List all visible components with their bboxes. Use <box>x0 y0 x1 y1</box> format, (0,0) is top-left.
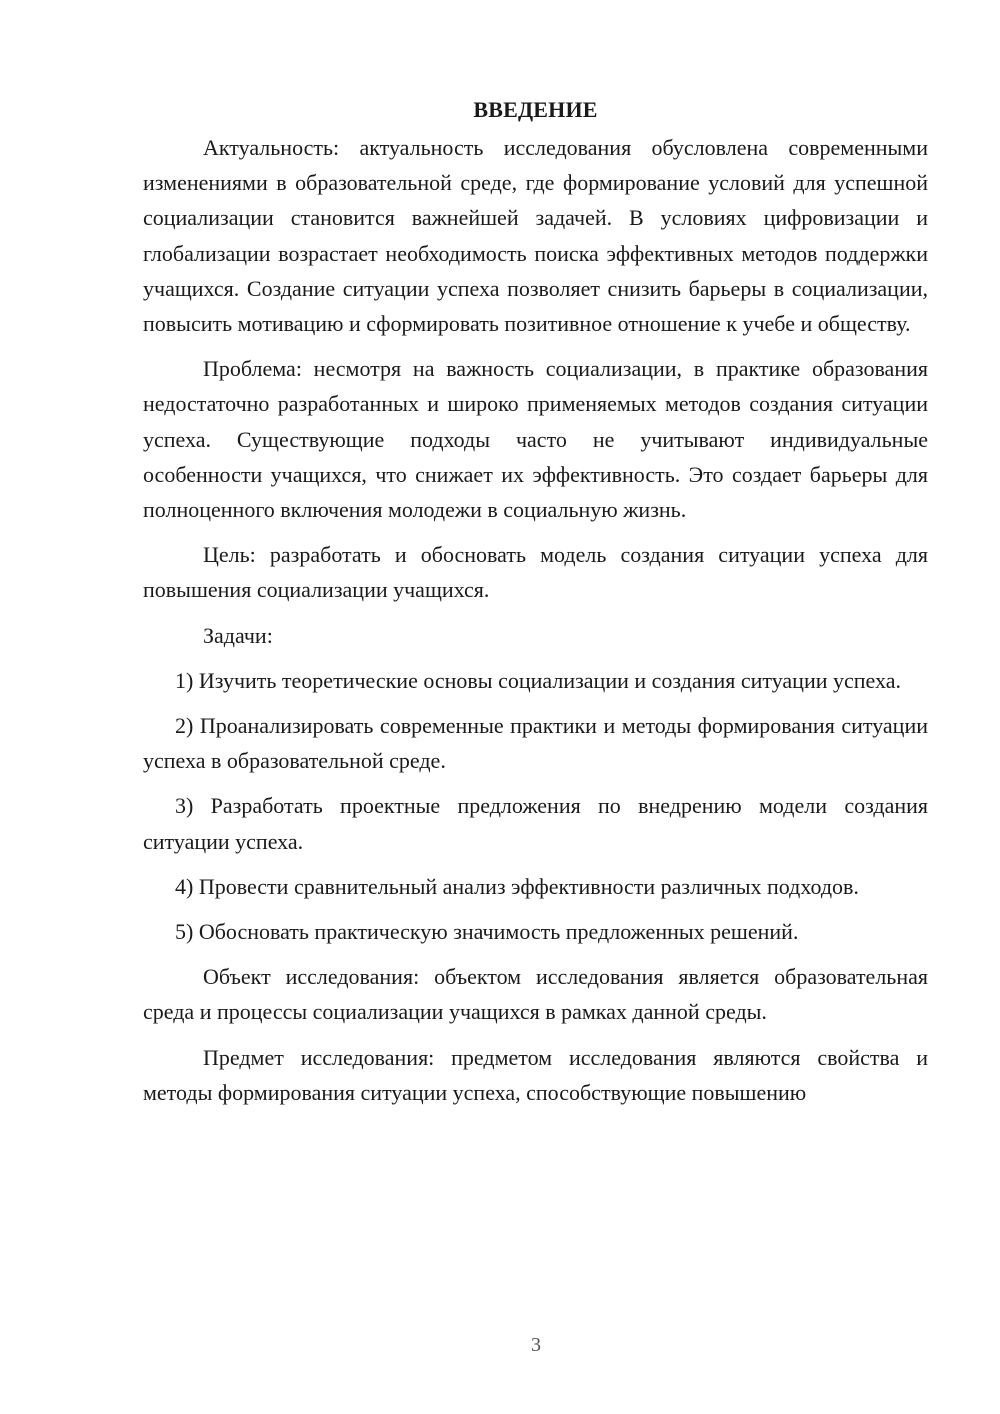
task-item-2: 2) Проанализировать современные практики и методы формирования ситуации успеха в образовательной среде. <box>143 713 928 774</box>
task-item-5: 5) Обосновать практическую значимость предложенных решений. <box>175 919 799 945</box>
paragraph-relevance: Актуальность: актуальность исследования обусловлена современными изменениями в образовательной среде, где формирование условий для успешной социализации становится важнейшей задачей. В условиях цифровизации и глобализации возрастает необходимость поиска эффективных методов поддержки учащихся. Создание ситуации успеха позволяет снизить барьеры в социализации, повысить мотивацию и сформировать позитивное отношение к учебе и обществу. <box>143 135 928 337</box>
paragraph-goal: Цель: разработать и обосновать модель создания ситуации успеха для повышения социализации учащихся. <box>143 542 928 603</box>
task-item-3: 3) Разработать проектные предложения по внедрению модели создания ситуации успеха. <box>143 793 928 854</box>
paragraph-problem: Проблема: несмотря на важность социализации, в практике образования недостаточно разработанных и широко применяемых методов создания ситуации успеха. Существующие подходы часто не учитывают индивидуальные особенности учащихся, что снижает их эффективность. Это создает барьеры для полноценного включения молодежи в социальную жизнь. <box>143 356 928 523</box>
document-page <box>143 92 928 1110</box>
task-item-1: 1) Изучить теоретические основы социализации и создания ситуации успеха. <box>175 667 901 693</box>
task-item-4: 4) Провести сравнительный анализ эффективности различных подходов. <box>175 873 859 899</box>
paragraph-object: Объект исследования: объектом исследования является образовательная среда и процессы социализации учащихся в рамках данной среды. <box>143 964 928 1025</box>
page-number <box>0 1334 1000 1357</box>
page-number-text: 3 <box>531 1334 541 1356</box>
tasks-label: Задачи: <box>203 622 273 648</box>
section-heading: ВВЕДЕНИЕ <box>473 97 598 122</box>
paragraph-subject: Предмет исследования: предметом исследования являются свойства и методы формирования ситуации успеха, способствующие повышению <box>143 1044 928 1105</box>
